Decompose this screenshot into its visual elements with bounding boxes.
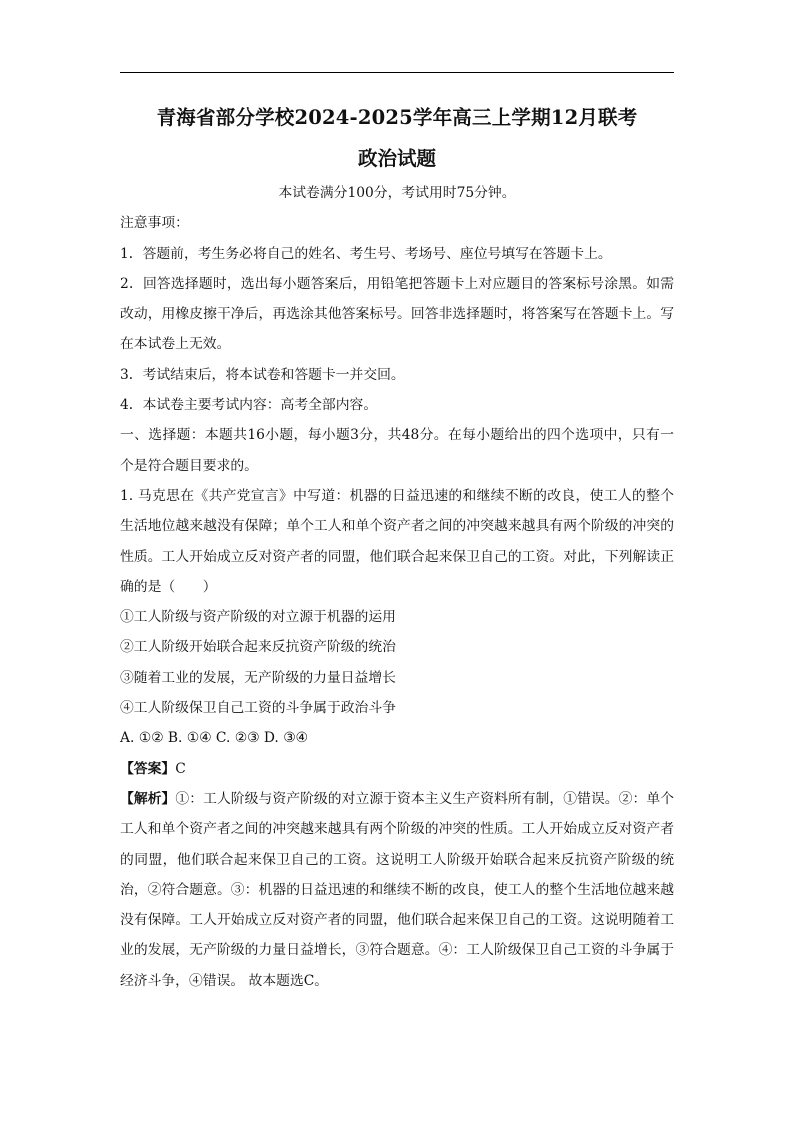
note-item-3: 3．考试结束后，将本试卷和答题卡一并交回。 bbox=[120, 366, 405, 383]
note-item-4: 4．本试卷主要考试内容：高考全部内容。 bbox=[120, 397, 378, 414]
statement-2: ②工人阶级开始联合起来反抗资产阶级的统治 bbox=[120, 639, 396, 656]
answer-line bbox=[120, 754, 674, 784]
exam-title: 青海省部分学校2024-2025学年高三上学期12月联考 bbox=[156, 106, 638, 129]
statement-4: ④工人阶级保卫自己工资的斗争属于政治斗争 bbox=[120, 700, 396, 717]
exam-info: 本试卷满分100分，考试用时75分钟。 bbox=[278, 185, 516, 201]
section-heading: 一、选择题：本题共16小题，每小题3分，共48分。在每小题给出的四个选项中，只有一个是符合题目要求的。 bbox=[120, 427, 674, 474]
statement-1: ①工人阶级与资产阶级的对立源于机器的运用 bbox=[120, 609, 396, 626]
statement-3: ③随着工业的发展，无产阶级的力量日益增长 bbox=[120, 669, 396, 686]
question-stem: 1. 马克思在《共产党宣言》中写道：机器的日益迅速的和继续不断的改良，使工人的整个生活地位越来越没有保障；单个工人和单个资产者之间的冲突越来越具有两个阶级的冲突的性质。工人开始成立反对资产者的同盟，他们联合起来保卫自己的工资。对此，下列解读正确的是（ ） bbox=[120, 487, 674, 595]
header-rule bbox=[120, 72, 674, 73]
note-item-2: 2．回答选择题时，选出每小题答案后，用铅笔把答题卡上对应题目的答案标号涂黑。如需改动，用橡皮擦干净后，再选涂其他答案标号。回答非选择题时，将答案写在答题卡上。写在本试卷上无效。 bbox=[120, 275, 674, 353]
note-item-1: 1．答题前，考生务必将自己的姓名、考生号、考场号、座位号填写在答题卡上。 bbox=[120, 245, 612, 262]
document-body bbox=[120, 98, 674, 996]
analysis-paragraph bbox=[120, 784, 674, 996]
analysis-text: ①：工人阶级与资产阶级的对立源于资本主义生产资料所有制，①错误。②：单个工人和单个资产者之间的冲突越来越具有两个阶级的冲突的性质。工人开始成立反对资产者的同盟，他们联合起来保卫自己的工资。这说明工人阶级开始联合起来反抗资产阶级的统治，②符合题意。③：机器的日益迅速的和继续不断的改良，使工人的整个生活地位越来越没有保障。工人开始成立反对资产者的同盟，他们联合起来保卫自己的工资。这说明随着工业的发展，无产阶级的力量日益增长，③符合题意。④：工人阶级保卫自己工资的斗争属于经济斗争，④错误。 故本题选C。 bbox=[120, 790, 674, 989]
notes-heading: 注意事项： bbox=[120, 215, 189, 232]
analysis-label: 【解析】 bbox=[120, 790, 176, 807]
exam-subject: 政治试题 bbox=[357, 147, 436, 170]
answer-options: A. ①② B. ①④ C. ②③ D. ③④ bbox=[120, 730, 308, 747]
answer-value: C bbox=[175, 760, 186, 777]
answer-label: 【答案】 bbox=[120, 760, 176, 777]
